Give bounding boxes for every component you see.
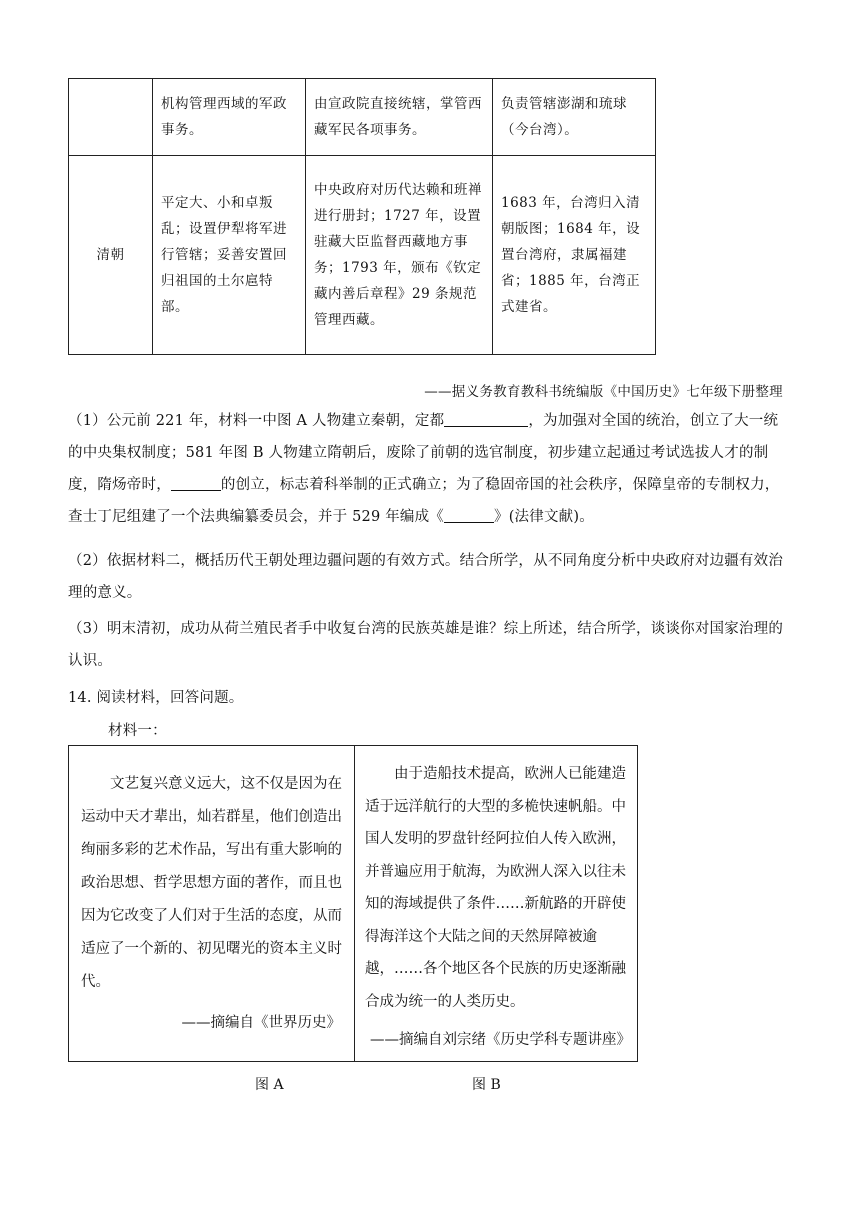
question-14-heading: 14. 阅读材料，回答问题。 (68, 690, 244, 706)
question-1-text-c: 的创立，标志着科举制的正式确立；为了稳固帝国的社会秩序，保障皇帝的专制权力，查士丁尼组建了一个法典编纂委员会，并于 529 年编成《 (68, 477, 780, 525)
table-cell-taiwan: 1683 年，台湾归入清朝版图；1684 年，设置台湾府，隶属福建省；1885 年，台湾正式建省。 (493, 156, 656, 355)
figure-b-caption: 图 B (472, 1077, 501, 1093)
material-a-text: 文艺复兴意义远大，这不仅是因为在运动中天才辈出，灿若群星，他们创造出绚丽多彩的艺术作品，写出有重大影响的政治思想、哲学思想方面的著作，而且也因为它改变了人们对于生活的态度，从而适应了一个新的、初见曙光的资本主义时代。 (81, 776, 342, 990)
answer-blank-law-code[interactable] (444, 504, 494, 523)
material-boxes (68, 745, 638, 1062)
material-1-label: 材料一： (108, 723, 167, 739)
material-b-citation: ——摘编自刘宗绪《历史学科专题讲座》 (370, 1032, 631, 1048)
question-1 (68, 405, 788, 533)
table-cell-tibet: 由宣政院直接统辖，掌管西藏军民各项事务。 (306, 79, 493, 156)
box-divider (354, 746, 355, 1061)
table-source-note: ——据义务教育教科书统编版《中国历史》七年级下册整理 (424, 384, 783, 400)
answer-blank-capital[interactable] (444, 408, 528, 427)
table-cell-western-regions: 平定大、小和卓叛乱；设置伊犁将军进行管辖；妥善安置回归祖国的土尔扈特部。 (153, 156, 306, 355)
material-a-citation: ——摘编自《世界历史》 (181, 1015, 341, 1031)
question-1-text-b: ，为加强对全国的统治，创立了大一统的中央集权制度；581 年图 B 人物建立隋朝后，废除了前朝的选官制度，初步建立起通过考试选拔人才的制度，隋炀帝时， (68, 413, 779, 493)
material-b-text: 由于造船技术提高，欧洲人已能建造适于远洋航行的大型的多桅快速帆船。中国人发明的罗盘针经阿拉伯人传入欧洲，并普遍应用于航海，为欧洲人深入以往未知的海域提供了条件……新航路的开辟使得海洋这个大陆之间的天然屏障被逾越，……各个地区各个民族的历史逐渐融合成为统一的人类历史。 (365, 766, 626, 1010)
table-cell-taiwan: 负责管辖澎湖和琉球（今台湾）。 (493, 79, 656, 156)
table-row (69, 79, 656, 156)
question-1-text-a: （1）公元前 221 年，材料一中图 A 人物建立秦朝，定都 (68, 413, 445, 429)
table-row (69, 156, 656, 355)
question-1-text-d: 》(法律文献)。 (494, 509, 594, 525)
answer-blank-exam-subject[interactable] (171, 472, 221, 491)
table-cell-tibet: 中央政府对历代达赖和班禅进行册封；1727 年，设置驻藏大臣监督西藏地方事务；1793 年，颁布《钦定藏内善后章程》29 条规范管理西藏。 (306, 156, 493, 355)
table-cell-dynasty (69, 79, 153, 156)
border-governance-table (68, 78, 656, 355)
question-2: （2）依据材料二，概括历代王朝处理边疆问题的有效方式。结合所学，从不同角度分析中央政府对边疆有效治理的意义。 (68, 553, 784, 601)
table-cell-western-regions: 机构管理西域的军政事务。 (153, 79, 306, 156)
table-cell-dynasty: 清朝 (69, 156, 153, 355)
question-3: （3）明末清初，成功从荷兰殖民者手中收复台湾的民族英雄是谁？综上所述，结合所学，谈谈你对国家治理的认识。 (68, 621, 784, 669)
figure-a-caption: 图 A (255, 1077, 284, 1093)
